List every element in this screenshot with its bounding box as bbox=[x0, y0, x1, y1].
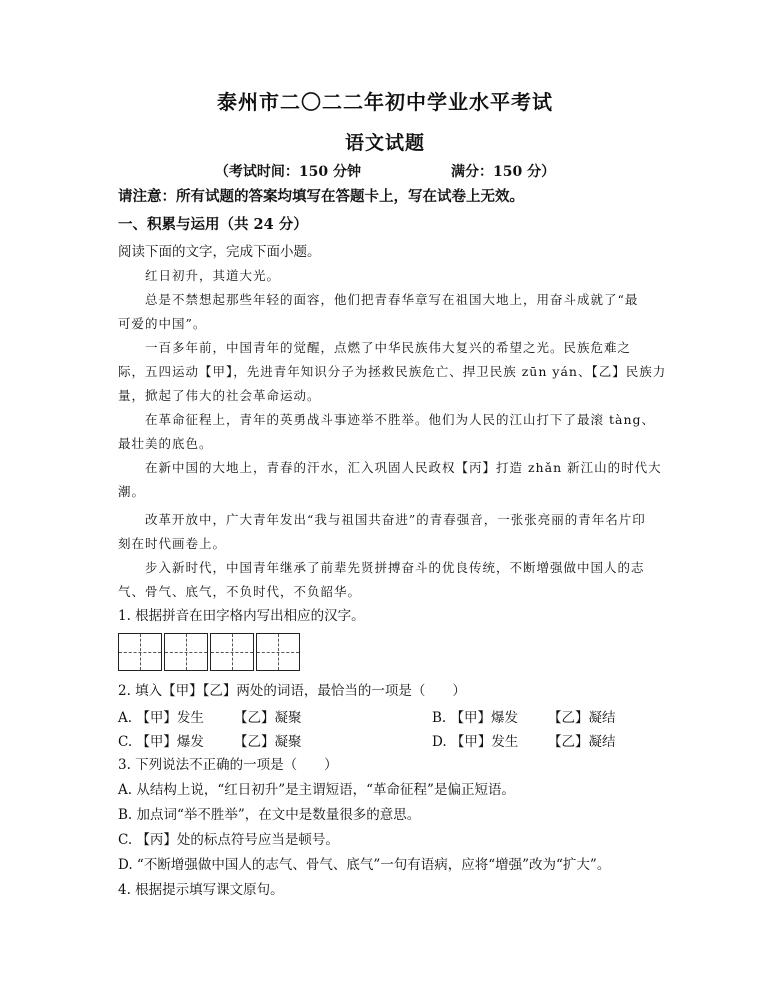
tianzige-cell[interactable] bbox=[118, 633, 162, 671]
tianzige-grid bbox=[118, 633, 300, 671]
passage-line: 一百多年前，中国青年的觉醒，点燃了中华民族伟大复兴的希望之光。民族危难之 bbox=[145, 340, 632, 355]
tianzige-cell[interactable] bbox=[164, 633, 208, 671]
question-3: 3. 下列说法不正确的一项是（ ） bbox=[118, 757, 338, 773]
passage-line: 总是不禁想起那些年轻的面容，他们把青春华章写在祖国大地上，用奋斗成就了“最 bbox=[145, 292, 639, 307]
q2-option-b-b: 【乙】凝结 bbox=[548, 710, 616, 726]
passage-line: 步入新时代，中国青年继承了前辈先贤拼搏奋斗的优良传统，不断增强做中国人的志 bbox=[145, 560, 645, 575]
q3-option-b: B. 加点词“举不胜举”，在文中是数量很多的意思。 bbox=[118, 807, 421, 823]
q2-option-c-label: C. 【甲】爆发 bbox=[118, 734, 204, 750]
passage-line: 在革命征程上，青年的英勇战斗事迹举不胜举。他们为人民的江山打下了最滚 tàng、 bbox=[145, 412, 656, 427]
question-4: 4. 根据提示填写课文原句。 bbox=[118, 882, 284, 898]
passage-line: 可爱的中国”。 bbox=[118, 316, 207, 331]
passage-line: 潮。 bbox=[118, 484, 146, 499]
reading-instruction: 阅读下面的文字，完成下面小题。 bbox=[118, 244, 321, 260]
passage-line: 气、骨气、底气，不负时代，不负韶华。 bbox=[118, 584, 362, 599]
q2-option-b-label: B. 【甲】爆发 bbox=[432, 710, 519, 726]
exam-notice: 请注意：所有试题的答案均填写在答题卡上，写在试卷上无效。 bbox=[118, 188, 524, 205]
q3-option-d: D. “不断增强做中国人的志气、骨气、底气”一句有语病，应将“增强”改为“扩大”。 bbox=[118, 857, 611, 873]
question-2: 2. 填入【甲】【乙】两处的词语，最恰当的一项是（ ） bbox=[118, 683, 466, 699]
passage-line: 刻在时代画卷上。 bbox=[118, 536, 227, 551]
passage-line: 在新中国的大地上，青春的汗水，汇入巩固人民政权【丙】打造 zhǎn 新江山的时代大 bbox=[145, 460, 662, 475]
exam-title: 泰州市二〇二二年初中学业水平考试 bbox=[217, 90, 553, 114]
q2-option-d-label: D. 【甲】发生 bbox=[432, 734, 519, 750]
exam-time: （考试时间：150 分钟 bbox=[214, 164, 361, 180]
q2-option-a-b: 【乙】凝聚 bbox=[234, 710, 302, 726]
tianzige-cell[interactable] bbox=[210, 633, 254, 671]
q3-option-c: C. 【丙】处的标点符号应当是顿号。 bbox=[118, 832, 339, 848]
passage-line: 改革开放中，广大青年发出“我与祖国共奋进”的青春强音，一张张亮丽的青年名片印 bbox=[145, 512, 646, 527]
q2-option-d-b: 【乙】凝结 bbox=[548, 734, 616, 750]
question-1: 1. 根据拼音在田字格内写出相应的汉字。 bbox=[118, 608, 365, 624]
exam-meta bbox=[0, 161, 770, 181]
passage-line: 最壮美的底色。 bbox=[118, 436, 213, 451]
passage-line: 量，掀起了伟大的社会革命运动。 bbox=[118, 388, 321, 403]
exam-score: 满分：150 分） bbox=[451, 164, 556, 180]
q2-option-a-label: A. 【甲】发生 bbox=[118, 710, 204, 726]
section-heading: 一、积累与运用（共 24 分） bbox=[118, 216, 308, 233]
q3-option-a: A. 从结构上说，“红日初升”是主谓短语，“革命征程”是偏正短语。 bbox=[118, 782, 515, 798]
q2-option-c-b: 【乙】凝聚 bbox=[234, 734, 302, 750]
exam-subtitle: 语文试题 bbox=[344, 132, 425, 154]
tianzige-cell[interactable] bbox=[256, 633, 300, 671]
passage-line: 红日初升，其道大光。 bbox=[145, 268, 281, 283]
passage-line: 际，五四运动【甲】，先进青年知识分子为拯救民族危亡、捍卫民族 zūn yán、【乙】民族力 bbox=[118, 364, 667, 379]
